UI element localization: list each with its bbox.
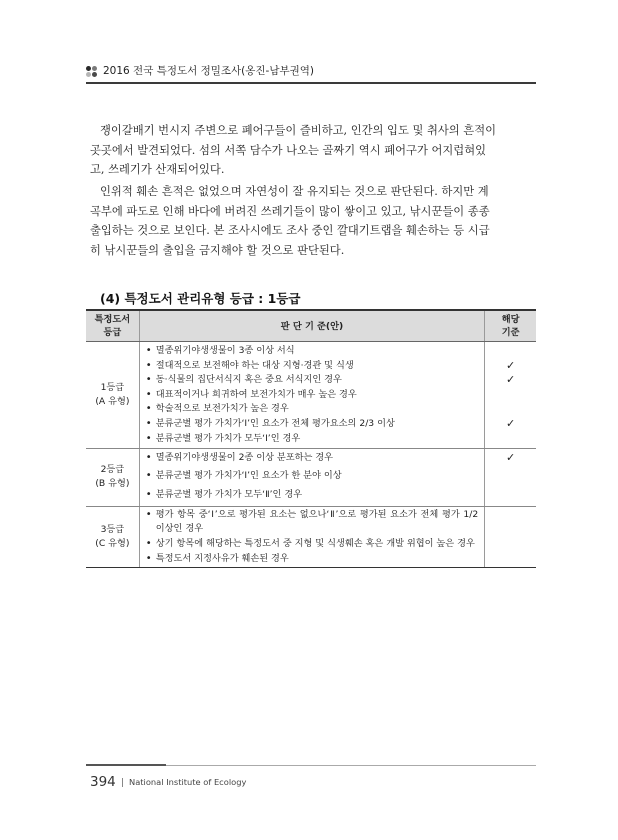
grade-cell <box>86 506 139 567</box>
section-title: (4) 특정도서 관리유형 등급 : 1등급 <box>100 291 301 306</box>
grade-type: (B 유형) <box>95 478 130 490</box>
criteria-cell <box>139 342 484 449</box>
check-mark-icon: ✓ <box>505 373 516 387</box>
criteria-item: • 분류군별 평가 가치가 모두‘Ⅰ’인 경우 <box>146 432 478 447</box>
criteria-item: • 학술적으로 보전가치가 높은 경우 <box>146 402 478 417</box>
paragraph-line: 곡부에 파도로 인해 바다에 버려진 쓰레기들이 많이 쌓이고 있고, 낚시꾼들이 종종 <box>90 204 490 218</box>
grade-type: (A 유형) <box>95 396 130 408</box>
grade-label: 3등급 <box>100 523 125 535</box>
criteria-cell <box>139 506 484 567</box>
check-mark-icon <box>485 515 536 530</box>
footer-separator <box>122 778 123 787</box>
criteria-item: • 멸종위기야생생물이 2종 이상 분포하는 경우 <box>146 451 478 466</box>
header-criteria: 판 단 기 준(안) <box>139 310 484 342</box>
check-mark-icon <box>485 402 536 417</box>
check-list <box>485 343 536 447</box>
check-mark-icon: ✓ <box>505 358 516 372</box>
criteria-item: • 동·식물의 집단서식지 혹은 중요 서식지인 경우 <box>146 373 478 388</box>
criteria-cell <box>139 449 484 507</box>
header-bullet-icon <box>86 66 98 78</box>
criteria-item: • 멸종위기야생생물이 3종 이상 서식 <box>146 344 478 359</box>
paragraph-2 <box>90 182 534 260</box>
check-mark-icon <box>485 432 536 447</box>
applies-cell <box>485 449 536 507</box>
check-mark-icon <box>485 544 536 559</box>
grade-criteria-table <box>86 309 536 568</box>
footer-rule-dark <box>86 764 166 766</box>
criteria-list <box>146 343 478 447</box>
check-mark-icon: ✓ <box>505 451 516 465</box>
running-header <box>86 64 536 82</box>
grade-label: 1등급 <box>100 382 125 394</box>
header-grade-line2: 등급 <box>103 327 122 338</box>
grade-type: (C 유형) <box>95 537 130 549</box>
check-list <box>485 450 536 505</box>
criteria-item: • 대표적이거나 희귀하여 보전가치가 매우 높은 경우 <box>146 388 478 403</box>
header-grade-line1: 특정도서 <box>94 314 131 325</box>
check-mark-icon: ✓ <box>505 416 516 430</box>
check-list <box>485 514 536 560</box>
header-rule <box>86 82 536 84</box>
criteria-item: • 절대적으로 보전해야 하는 대상 지형·경관 및 식생 <box>146 359 478 374</box>
check-mark-icon <box>485 485 536 504</box>
grade-cell <box>86 449 139 507</box>
table-row-grade-1 <box>86 342 536 449</box>
check-mark-icon <box>485 466 536 485</box>
applies-cell <box>485 506 536 567</box>
applies-cell <box>485 342 536 449</box>
footer-rule-light <box>166 765 536 766</box>
paragraph-line: 출입하는 것으로 보인다. 본 조사시에도 조사 중인 깔대기트랩을 훼손하는 등 시급 <box>90 224 490 238</box>
table-header-row <box>86 310 536 342</box>
check-mark-icon <box>485 530 536 545</box>
check-mark-icon <box>485 388 536 403</box>
footer-institute: National Institute of Ecology <box>129 777 247 787</box>
grade-cell <box>86 342 139 449</box>
grade-label: 2등급 <box>100 464 125 476</box>
paragraph-line: 인위적 훼손 흔적은 없었으며 자연성이 잘 유지되는 것으로 판단된다. 하지만 계 <box>100 185 489 198</box>
page-number: 394 <box>90 774 116 790</box>
criteria-list <box>146 450 478 505</box>
header-applies-line2: 기준 <box>501 327 520 338</box>
table-row-grade-2 <box>86 449 536 507</box>
paragraph-1 <box>90 121 534 180</box>
paragraph-line: 고, 쓰레기가 산재되어있다. <box>90 163 225 177</box>
criteria-item: • 분류군별 평가 가치가‘Ⅰ’인 요소가 한 분야 이상 <box>146 466 478 485</box>
criteria-item: • 특정도서 지정사유가 훼손된 경우 <box>146 552 478 567</box>
paragraph-line: 히 낚시꾼들의 출입을 금지해야 할 것으로 판단된다. <box>90 243 345 257</box>
table-row-grade-3 <box>86 506 536 567</box>
check-mark-icon <box>485 344 536 359</box>
criteria-item: • 평가 항목 중‘Ⅰ’으로 평가된 요소는 없으나‘Ⅱ’으로 평가된 요소가 전체 평가 1/2 이상인 경우 <box>146 508 478 537</box>
header-applies-line1: 해당 <box>501 314 520 325</box>
paragraph-line: 곳곳에서 발견되었다. 섬의 서쪽 담수가 나오는 골짜기 역시 폐어구가 어지럽혀있 <box>90 143 487 157</box>
criteria-item: • 상기 항목에 해당하는 특정도서 중 지형 및 식생훼손 혹은 개발 위협이 높은 경우 <box>146 537 478 552</box>
paragraph-line: 쟁이갈배기 번시지 주변으로 폐어구들이 즐비하고, 인간의 입도 및 취사의 흔적이 <box>100 124 497 137</box>
header-title: 2016 전국 특정도서 정밀조사(옹진-남부권역) <box>103 65 315 77</box>
criteria-item: • 분류군별 평가 가치가‘Ⅰ’인 요소가 전체 평가요소의 2/3 이상 <box>146 417 478 432</box>
header-grade <box>86 310 139 342</box>
header-applies <box>485 310 536 342</box>
criteria-item: • 분류군별 평가 가치가 모두‘Ⅱ’인 경우 <box>146 485 478 504</box>
criteria-list <box>146 507 478 567</box>
